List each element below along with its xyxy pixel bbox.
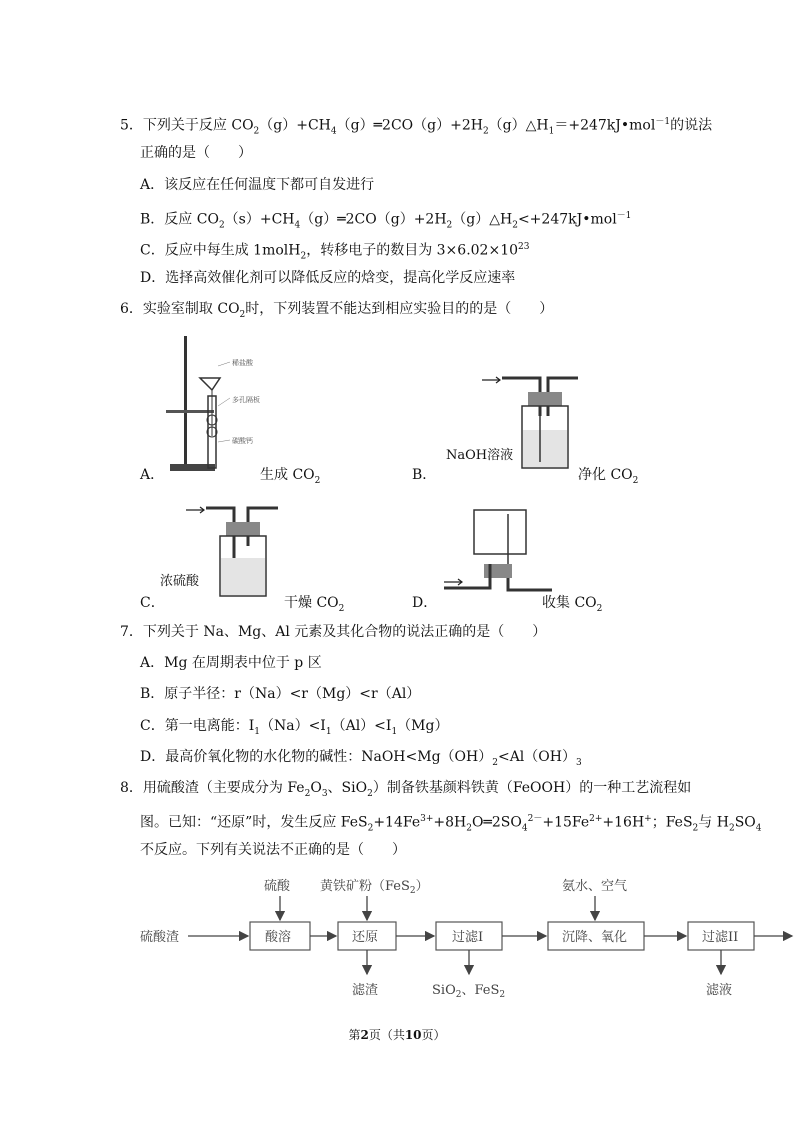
q5-option-c: C．反应中每生成 1molH$_2$，转移电子的数目为 $3\times 6.02\times 10^{23}$: [140, 242, 530, 262]
apparatus-a-label-caco3: 碳酸钙: [232, 437, 253, 445]
flow-input: 硫酸渣: [140, 930, 180, 945]
process-flow-chart: [130, 870, 794, 1010]
flow-step-5: 过滤II: [702, 930, 739, 945]
flow-reagent-2: 黄铁矿粉（FeS$_2$）: [320, 879, 429, 896]
q5-stem-line2: 正确的是（ ）: [140, 145, 252, 161]
flow-step-4: 沉降、氧化: [562, 930, 628, 945]
apparatus-a-label-plate: 多孔隔板: [232, 396, 260, 404]
q6-option-a-letter: A．: [140, 467, 165, 483]
q5-stem: 5．下列关于反应 $CO_2(g)+CH_4(g)═2CO(g)+2H_2(g)\triangle H_1=+247kJ•mol^{-1}$的说法: [120, 117, 713, 137]
flow-output-3: SiO$_2$、FeS$_2$: [432, 983, 506, 1000]
apparatus-a-diagram: [160, 336, 270, 476]
apparatus-a-label-acid: 稀盐酸: [232, 359, 253, 367]
q6-option-c-caption: 干燥 $CO_2$: [284, 595, 345, 614]
q6-option-c-letter: C．: [140, 595, 165, 611]
q8-stem-line1: 8．用硫酸渣（主要成分为 $Fe_2O_3$、SiO$_2$）制备铁基颜料铁黄（FeOOH）的一种工艺流程如: [120, 780, 692, 799]
flow-step-1: 酸溶: [265, 930, 292, 945]
q8-stem-line2: 图。已知：“还原”时，发生反应 $FeS_2+14Fe^{3+}+8H_2O═2SO_4^{2-}+15Fe^{2+}+16H^+$；FeS$_2$与 $H_2SO_4$: [140, 814, 762, 834]
apparatus-b-liquid-label: NaOH溶液: [446, 448, 514, 463]
q7-option-b: B．原子半径：r（Na）<r（Mg）<r（Al）: [140, 686, 421, 702]
page-footer: 第2页（共10页）: [348, 1028, 446, 1042]
q7-option-a: A．Mg 在周期表中位于 p 区: [140, 655, 322, 671]
q7-option-d: D．最高价氧化物的水化物的碱性：$NaOH<Mg(OH)_2<Al(OH)_3$: [140, 749, 582, 768]
flow-output-2: 滤渣: [352, 983, 379, 998]
q8-stem-line3: 不反应。下列有关说法不正确的是（ ）: [140, 842, 406, 858]
flow-reagent-4: 氨水、空气: [562, 879, 628, 894]
q6-stem: 6．实验室制取 $CO_2$时，下列装置不能达到相应实验目的的是（ ）: [120, 301, 554, 320]
flow-step-2: 还原: [352, 930, 379, 945]
apparatus-c-liquid-label: 浓硫酸: [160, 574, 200, 589]
flow-step-3: 过滤I: [452, 930, 484, 945]
q6-option-a-caption: 生成 $CO_2$: [260, 467, 321, 486]
q6-option-b-letter: B．: [412, 467, 437, 483]
q7-option-c: C．第一电离能：$I_1(Na)<I_1(Al)<I_1(Mg)$: [140, 718, 449, 737]
flow-output-5: 滤液: [706, 983, 733, 998]
q6-option-b-caption: 净化 $CO_2$: [578, 467, 639, 486]
q5-option-d: D．选择高效催化剂可以降低反应的焓变，提高化学反应速率: [140, 270, 516, 286]
q5-option-b: B．反应 $CO_2(s)+CH_4(g)═2CO(g)+2H_2(g)\triangle H_2<+247kJ•mol^{-1}$: [140, 211, 632, 231]
q6-option-d-letter: D．: [412, 595, 438, 611]
q7-stem: 7．下列关于 Na、Mg、Al 元素及其化合物的说法正确的是（ ）: [120, 624, 547, 640]
q6-option-d-caption: 收集 $CO_2$: [542, 595, 603, 614]
apparatus-d-diagram: [440, 508, 560, 604]
flow-reagent-1: 硫酸: [264, 879, 291, 894]
q5-option-a: A．该反应在任何温度下都可自发进行: [140, 177, 375, 193]
